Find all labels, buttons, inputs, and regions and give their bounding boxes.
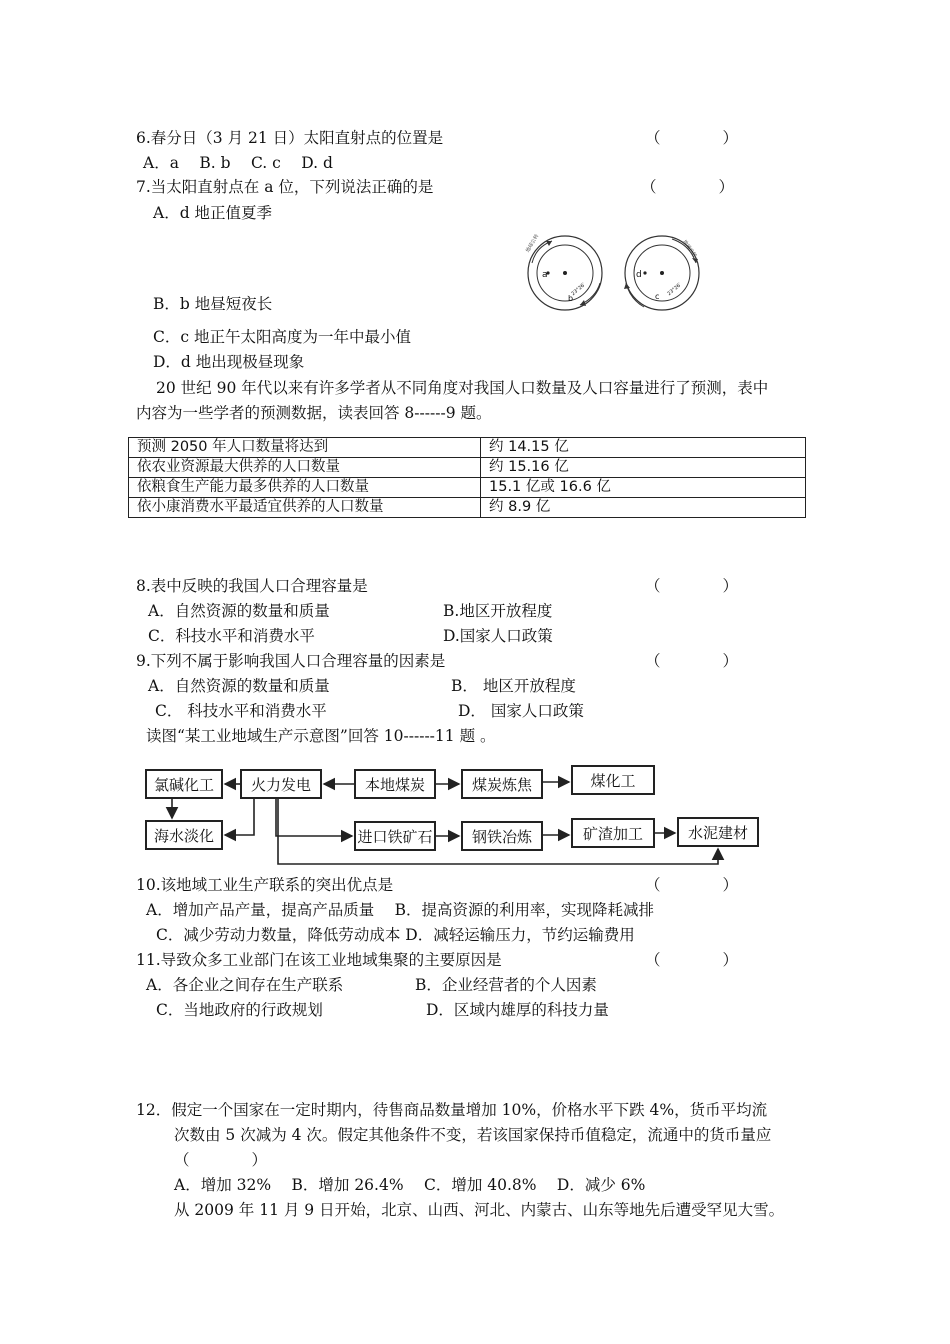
flow-label-chlor-alkali: 氯碱化工 xyxy=(153,776,215,794)
flow-label-imported-ore: 进口铁矿石 xyxy=(357,828,433,846)
table-cell-label: 依农业资源最大供养的人口数量 xyxy=(129,458,481,478)
q9-option-c: C． 科技水平和消费水平 xyxy=(155,702,327,720)
flow-label-cement: 水泥建材 xyxy=(687,824,749,842)
q7-option-b: B．b 地昼短夜长 xyxy=(153,295,273,313)
q10-answer-bracket: （ ） xyxy=(645,876,739,894)
q12-stem-line1: 12．假定一个国家在一定时期内，待售商品数量增加 10%，价格水平下跌 4%，货币平均流 xyxy=(136,1101,768,1119)
flow-label-desalination: 海水淡化 xyxy=(153,827,215,845)
intro-8-9-line1: 20 世纪 90 年代以来有许多学者从不同角度对我国人口数量及人口容量进行了预测，表中 xyxy=(156,379,769,397)
population-prediction-table xyxy=(128,437,806,518)
industrial-flow-diagram xyxy=(136,752,766,872)
orbit-diagram-right xyxy=(624,236,699,310)
table-cell-label: 依小康消费水平最适宜供养的人口数量 xyxy=(129,498,481,518)
q12-options: A．增加 32% B．增加 26.4% C．增加 40.8% D．减少 6% xyxy=(174,1176,646,1194)
q10-stem: 10.该地域工业生产联系的突出优点是 xyxy=(136,876,394,894)
flow-label-thermal-power: 火力发电 xyxy=(250,776,312,794)
q8-option-b: B.地区开放程度 xyxy=(443,602,553,620)
svg-text:地球公转: 地球公转 xyxy=(525,233,541,254)
orbit-label-d: d xyxy=(636,270,642,280)
svg-text:地球自转: 地球自转 xyxy=(681,239,698,259)
q6-stem: 6.春分日（3 月 21 日）太阳直射点的位置是 xyxy=(136,129,444,147)
q8-answer-bracket: （ ） xyxy=(645,577,739,595)
table-cell-label: 依粮食生产能力最多供养的人口数量 xyxy=(129,478,481,498)
orbit-label-angle-left: 23°26′ xyxy=(570,281,587,298)
flow-label-slag: 矿渣加工 xyxy=(582,825,644,843)
q9-answer-bracket: （ ） xyxy=(645,652,739,670)
q7-option-a: A．d 地正值夏季 xyxy=(153,204,273,222)
flow-label-steel: 钢铁冶炼 xyxy=(471,828,533,846)
orbit-label-c: c xyxy=(655,292,660,301)
q9-option-d: D． 国家人口政策 xyxy=(458,702,584,720)
flow-label-coal-chemical: 煤化工 xyxy=(590,772,636,790)
table-cell-value: 约 14.15 亿 xyxy=(481,438,806,458)
table-row xyxy=(129,458,806,478)
q12-stem-line2: 次数由 5 次减为 4 次。假定其他条件不变，若该国家保持币值稳定，流通中的货币量应 xyxy=(174,1126,772,1144)
table-cell-label: 预测 2050 年人口数量将达到 xyxy=(129,438,481,458)
q8-option-d: D.国家人口政策 xyxy=(443,627,553,645)
q6-options: A．a B. b C. c D. d xyxy=(143,154,333,172)
q12-answer-bracket: （ ） xyxy=(174,1151,268,1169)
intro-8-9-line2: 内容为一些学者的预测数据，读表回答 8------9 题。 xyxy=(136,404,492,422)
q6-answer-bracket: （ ） xyxy=(645,129,739,147)
q11-stem: 11.导致众多工业部门在该工业地域集聚的主要原因是 xyxy=(136,951,502,969)
q7-option-d: D．d 地出现极昼现象 xyxy=(153,353,305,371)
flow-label-local-coal: 本地煤炭 xyxy=(364,776,426,794)
q11-option-b: B．企业经营者的个人因素 xyxy=(415,976,597,994)
intro-10-11: 读图“某工业地域生产示意图”回答 10------11 题 。 xyxy=(146,727,496,745)
q8-stem: 8.表中反映的我国人口合理容量是 xyxy=(136,577,368,595)
orbit-figure xyxy=(522,233,707,315)
snow-intro: 从 2009 年 11 月 9 日开始，北京、山西、河北、内蒙古、山东等地先后遭受罕见大雪。 xyxy=(174,1201,785,1219)
q11-option-a: A．各企业之间存在生产联系 xyxy=(146,976,344,994)
q11-option-c: C．当地政府的行政规划 xyxy=(156,1001,323,1019)
orbit-diagram-left xyxy=(524,233,602,310)
q9-option-b: B． 地区开放程度 xyxy=(451,677,576,695)
table-row xyxy=(129,438,806,458)
q7-option-c: C．c 地正午太阳高度为一年中最小值 xyxy=(153,328,411,346)
orbit-label-b: b xyxy=(568,294,574,303)
orbit-label-angle-right: 23°26′ xyxy=(666,281,683,298)
q7-answer-bracket: （ ） xyxy=(641,178,735,196)
q11-option-d: D．区域内雄厚的科技力量 xyxy=(426,1001,609,1019)
table-cell-value: 约 8.9 亿 xyxy=(481,498,806,518)
q10-options-cd: C．减少劳动力数量，降低劳动成本 D．减轻运输压力，节约运输费用 xyxy=(156,926,635,944)
table-cell-value: 约 15.16 亿 xyxy=(481,458,806,478)
q11-answer-bracket: （ ） xyxy=(645,951,739,969)
table-row xyxy=(129,478,806,498)
q8-option-a: A．自然资源的数量和质量 xyxy=(148,602,330,620)
table-cell-value: 15.1 亿或 16.6 亿 xyxy=(481,478,806,498)
flow-label-coking: 煤炭炼焦 xyxy=(471,776,533,794)
q9-stem: 9.下列不属于影响我国人口合理容量的因素是 xyxy=(136,652,446,670)
q7-stem: 7.当太阳直射点在 a 位，下列说法正确的是 xyxy=(136,178,434,196)
table-row xyxy=(129,498,806,518)
q10-options-ab: A．增加产品产量，提高产品质量 B．提高资源的利用率，实现降耗减排 xyxy=(146,901,655,919)
q9-option-a: A．自然资源的数量和质量 xyxy=(148,677,330,695)
q8-option-c: C．科技水平和消费水平 xyxy=(148,627,315,645)
orbit-label-a: a xyxy=(542,270,548,280)
